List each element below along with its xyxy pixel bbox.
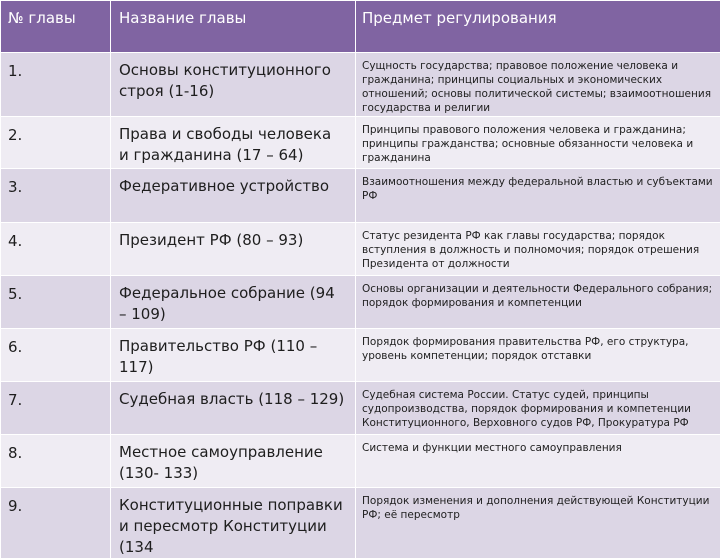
- chapter-name: Федеральное собрание (94 – 109): [111, 276, 356, 329]
- regulation-subject: Принципы правового положения человека и гражданина; принципы гражданства; основные обязанности человека и гражданина: [356, 117, 720, 169]
- chapter-name: Правительство РФ (110 – 117): [111, 329, 356, 382]
- chapter-number: 3.: [1, 169, 111, 223]
- regulation-subject: Взаимоотношения между федеральной властью и субъектами РФ: [356, 169, 720, 223]
- table-row: [1, 53, 720, 117]
- header-regulation-subject: Предмет регулирования: [356, 1, 720, 53]
- chapter-name: Президент РФ (80 – 93): [111, 223, 356, 276]
- chapter-name: Судебная власть (118 – 129): [111, 382, 356, 435]
- table-row: [1, 169, 720, 223]
- chapter-name: Федеративное устройство: [111, 169, 356, 223]
- table-row: [1, 276, 720, 329]
- chapter-name: Конституционные поправки и пересмотр Конституции (134: [111, 488, 356, 559]
- table-row: [1, 329, 720, 382]
- table-row: [1, 117, 720, 169]
- table-row: [1, 488, 720, 559]
- chapter-name: Права и свободы человека и гражданина (17 – 64): [111, 117, 356, 169]
- chapter-name: Местное самоуправление (130- 133): [111, 435, 356, 488]
- chapter-number: 5.: [1, 276, 111, 329]
- chapter-name: Основы конституционного строя (1-16): [111, 53, 356, 117]
- regulation-subject: Сущность государства; правовое положение человека и гражданина; принципы социальных и экономических отношений; основы политической системы; взаимоотношения государства и религии: [356, 53, 720, 117]
- chapter-number: 8.: [1, 435, 111, 488]
- chapter-number: 6.: [1, 329, 111, 382]
- header-chapter-name: Название главы: [111, 1, 356, 53]
- regulation-subject: Порядок изменения и дополнения действующей Конституции РФ; её пересмотр: [356, 488, 720, 559]
- regulation-subject: Порядок формирования правительства РФ, его структура, уровень компетенции; порядок отставки: [356, 329, 720, 382]
- table-row: [1, 435, 720, 488]
- regulation-subject: Судебная система России. Статус судей, принципы судопроизводства, порядок формирования и компетенции Конституционного, Верховного судов РФ, Прокуратура РФ: [356, 382, 720, 435]
- header-chapter-number: № главы: [1, 1, 111, 53]
- chapter-number: 4.: [1, 223, 111, 276]
- table-header-row: [1, 1, 720, 53]
- chapter-number: 7.: [1, 382, 111, 435]
- chapter-number: 1.: [1, 53, 111, 117]
- regulation-subject: Статус резидента РФ как главы государства; порядок вступления в должность и полномочия; порядок отрешения Президента от должности: [356, 223, 720, 276]
- regulation-subject: Система и функции местного самоуправления: [356, 435, 720, 488]
- table-row: [1, 382, 720, 435]
- table-row: [1, 223, 720, 276]
- regulation-subject: Основы организации и деятельности Федерального собрания; порядок формирования и компетенции: [356, 276, 720, 329]
- chapter-number: 9.: [1, 488, 111, 559]
- chapter-number: 2.: [1, 117, 111, 169]
